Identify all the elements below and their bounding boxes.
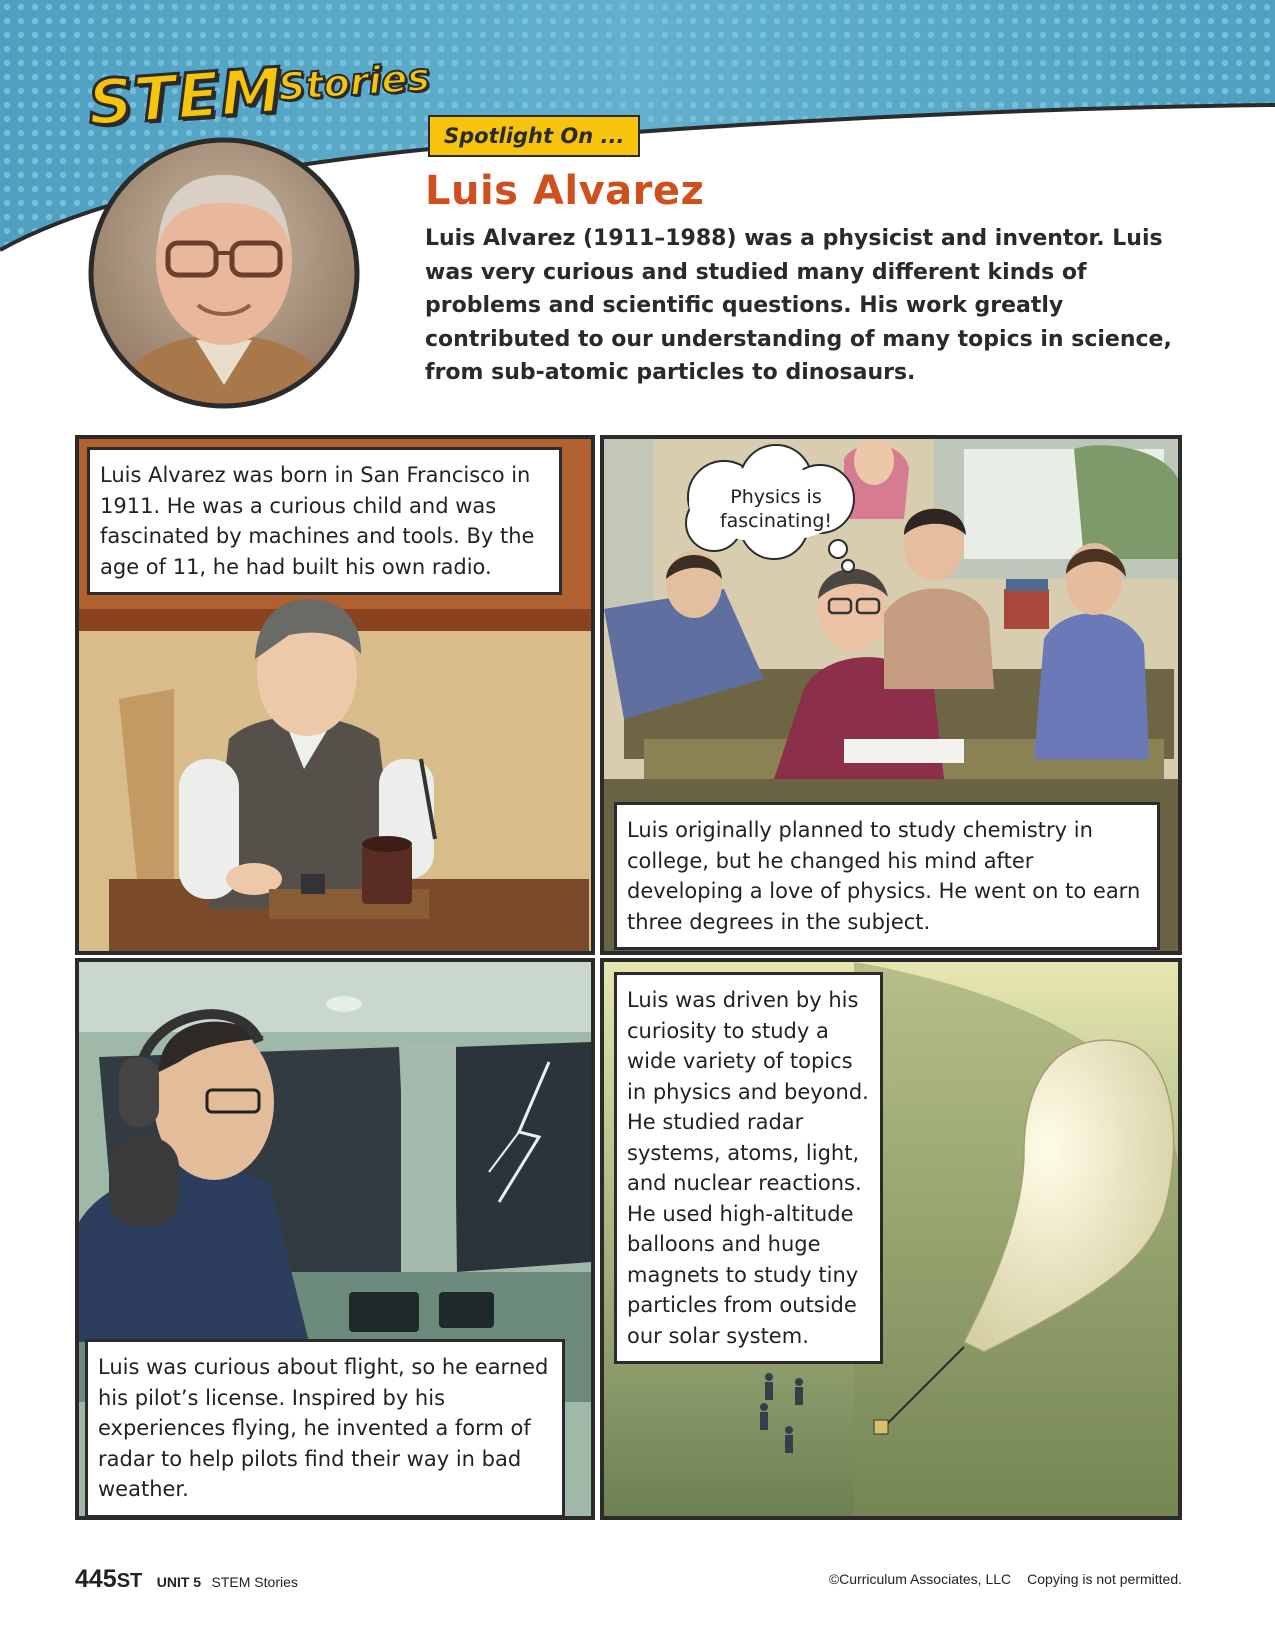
page-number: 445 (75, 1565, 117, 1593)
panel-caption: Luis was curious about flight, so he earned his pilot’s license. Inspired by his experiences flying, he invented a form of radar to help pilots find their way in bad weather. (85, 1339, 565, 1518)
panel-caption: Luis Alvarez was born in San Francisco in 1911. He was a curious child and was fascinated by machines and tools. By the age of 11, he had built his own radio. (87, 447, 562, 595)
logo-stories-text: Stories (276, 54, 432, 110)
page-title: Luis Alvarez (425, 168, 705, 214)
comic-panel-childhood (75, 435, 595, 955)
comic-panel-college (600, 435, 1182, 955)
unit-label: UNIT 5 (156, 1574, 202, 1590)
spotlight-tag: Spotlight On ... (428, 115, 640, 157)
comic-panel-research (600, 958, 1182, 1520)
logo-stem-text: STEM (85, 53, 286, 140)
copyright-text: ©Curriculum Associates, LLC (828, 1571, 1012, 1587)
panel-caption: Luis was driven by his curiosity to study a wide variety of topics in physics and beyond. He studied radar systems, atoms, light, and nuclear reactions. He used high-altitude balloons and huge magnets to study tiny particles from outside our solar system. (614, 972, 883, 1364)
comic-panel-flight (75, 958, 595, 1520)
page-footer-right (829, 1571, 1182, 1587)
page-number-suffix: ST (116, 1570, 143, 1592)
panel-caption: Luis originally planned to study chemistry in college, but he changed his mind after developing a love of physics. He went on to earn three degrees in the subject. (614, 802, 1160, 950)
page-footer-left (75, 1565, 298, 1594)
copying-notice: Copying is not permitted. (1027, 1571, 1182, 1587)
intro-paragraph: Luis Alvarez (1911–1988) was a physicist and inventor. Luis was very curious and studied many different kinds of problems and scientific questions. His work greatly contributed to our understanding of many topics in science, from sub-atomic particles to dinosaurs. (425, 226, 1172, 385)
section-label: STEM Stories (211, 1574, 298, 1590)
thought-bubble-text: Physics is fascinating! (719, 486, 833, 532)
portrait-photo (86, 135, 362, 411)
